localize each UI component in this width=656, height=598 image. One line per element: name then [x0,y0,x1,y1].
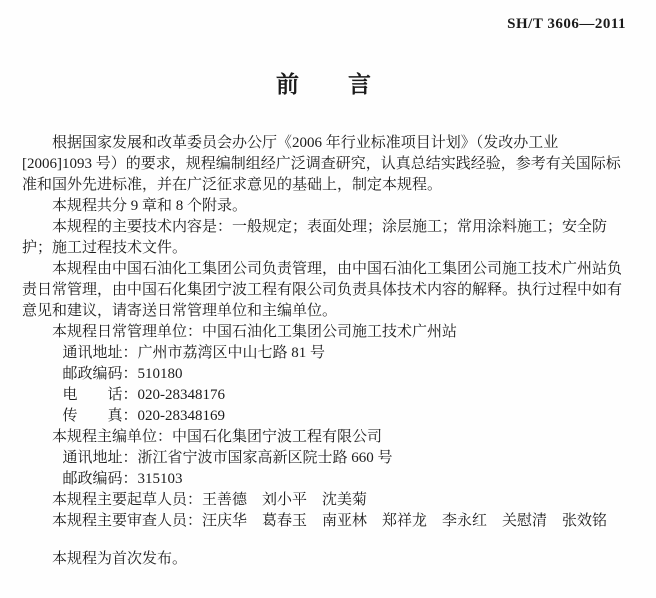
daily-admin-org-line: 本规程日常管理单位：中国石油化工集团公司施工技术广州站 [52,324,458,340]
chief-editor-address-line: 通讯地址：浙江省宁波市国家高新区院士路 660 号 [62,450,393,466]
first-release-line: 本规程为首次发布。 [52,551,188,567]
chief-editor-org-line: 本规程主编单位：中国石化集团宁波工程有限公司 [52,429,383,445]
structure-paragraph: 本规程共分 9 章和 8 个附录。 [52,198,248,214]
daily-admin-phone-line: 电 话：020-28348176 [62,387,225,403]
intro-paragraph: 根据国家发展和改革委员会办公厅《2006 年行业标准项目计划》（发改办工业[2006]1093 号）的要求，规程编制组经广泛调查研究，认真总结实践经验，参考有关国际标准和国外先进标准，并在广泛征求意见的基础上，制定本规程。 [22,135,621,193]
chief-editor-postcode-line: 邮政编码：315103 [62,471,183,487]
daily-admin-address-line: 通讯地址：广州市荔湾区中山七路 81 号 [62,345,326,361]
page-title: 前 言 [276,72,372,97]
daily-admin-fax-line: 传 真：020-28348169 [62,408,225,424]
doc-number: SH/T 3606—2011 [507,16,626,32]
foreword-body [22,133,626,570]
page-header [22,14,626,34]
management-paragraph: 本规程由中国石油化工集团公司负责管理，由中国石油化工集团公司施工技术广州站负责日常管理，由中国石化集团宁波工程有限公司负责具体技术内容的解释。执行过程中如有意见和建议，请寄送日常管理单位和主编单位。 [22,261,623,319]
drafters-line: 本规程主要起草人员：王善德 刘小平 沈美菊 [52,492,368,508]
daily-admin-postcode-line: 邮政编码：510180 [62,366,183,382]
reviewers-line: 本规程主要审查人员：汪庆华 葛春玉 南亚林 郑祥龙 李永红 关慰清 张效铭 [52,513,608,529]
technical-contents-paragraph: 本规程的主要技术内容是：一般规定；表面处理；涂层施工；常用涂料施工；安全防护；施工过程技术文件。 [22,219,608,256]
